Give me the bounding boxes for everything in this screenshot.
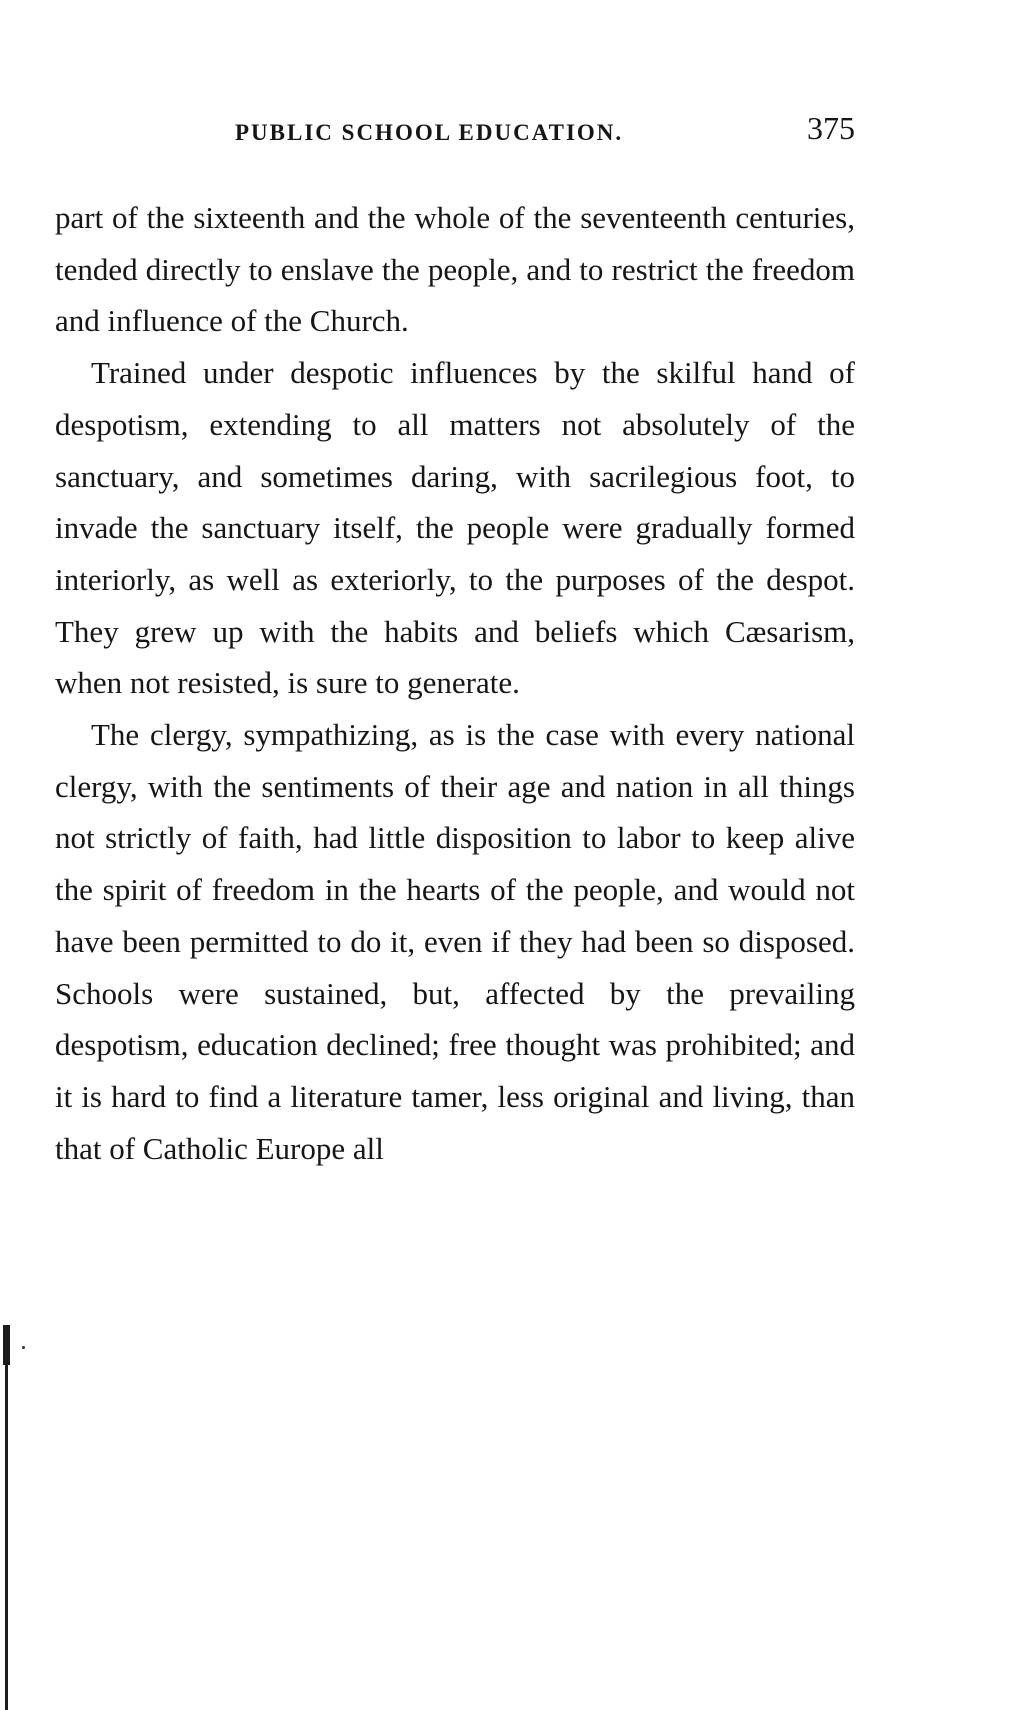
scan-margin-mark <box>3 1325 10 1365</box>
running-head <box>55 106 855 156</box>
paragraph-the-clergy: The clergy, sympathizing, as is the case with every national clergy, with the sentiments of their age and nation in all things not strictly of faith, had little disposition to labor to keep alive the spirit of freedom in the hearts of the people, and would not have been permitted to do it, even if they had been so disposed. Schools were sustained, but, affected by the prevailing despotism, education declined; free thought was prohibited; and it is hard to find a literature tamer, less original and living, than that of Catholic Europe all <box>55 717 855 1166</box>
scan-margin-line <box>5 1325 8 1710</box>
page-number: 375 <box>807 110 855 146</box>
scan-speck <box>22 1346 25 1349</box>
running-title: PUBLIC SCHOOL EDUCATION. <box>235 120 624 145</box>
body-text <box>55 192 855 1174</box>
paragraph-continued: part of the sixteenth and the whole of the seventeenth centuries, tended directly to enslave the people, and to restrict the freedom and influence of the Church. <box>55 200 855 339</box>
paragraph-trained-under-despotic: Trained under despotic influences by the skilful hand of despotism, extending to all matters not absolutely of the sanctuary, and sometimes daring, with sacrilegious foot, to invade the sanctuary itself, the people were gradually formed interiorly, as well as exteriorly, to the purposes of the despot. They grew up with the habits and beliefs which Cæsarism, when not resisted, is sure to generate. <box>55 355 855 701</box>
